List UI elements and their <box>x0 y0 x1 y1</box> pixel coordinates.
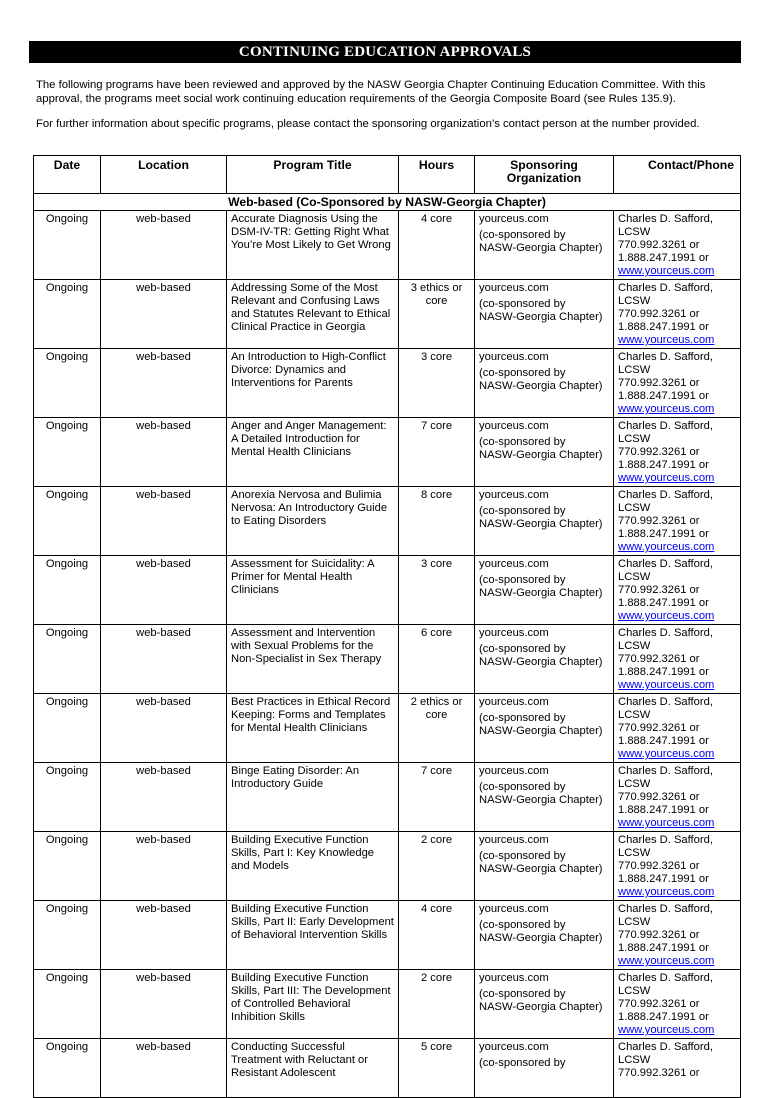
cell-sponsoring-organization <box>475 901 614 970</box>
contact-phone: 1.888.247.1991 or <box>618 390 709 402</box>
sponsor-line: (co-sponsored by <box>479 505 566 517</box>
sponsor-line: (co-sponsored by <box>479 367 566 379</box>
sponsor-line: (co-sponsored by <box>479 988 566 1000</box>
contact-phone: 770.992.3261 or <box>618 998 700 1010</box>
sponsor-line: (co-sponsored by <box>479 574 566 586</box>
sponsor-line: yourceus.com <box>479 558 549 570</box>
sponsor-line: NASW-Georgia Chapter) <box>479 449 603 461</box>
website-link[interactable]: www.yourceus.com <box>618 748 715 760</box>
contact-phone: 1.888.247.1991 or <box>618 735 709 747</box>
contact-phone: 770.992.3261 or <box>618 584 700 596</box>
sponsor-line: yourceus.com <box>479 489 549 501</box>
cell-sponsoring-organization <box>475 763 614 832</box>
contact-name: Charles D. Safford, LCSW <box>618 420 713 445</box>
sponsor-line: NASW-Georgia Chapter) <box>479 863 603 875</box>
cell-contact-phone <box>614 763 741 832</box>
contact-name: Charles D. Safford, LCSW <box>618 489 713 514</box>
contact-name: Charles D. Safford, LCSW <box>618 696 713 721</box>
contact-name: Charles D. Safford, LCSW <box>618 1041 713 1066</box>
header-sponsoring-organization <box>475 156 614 194</box>
sponsor-line: yourceus.com <box>479 1041 549 1053</box>
cell-sponsoring-organization <box>475 487 614 556</box>
cell-contact-phone <box>614 487 741 556</box>
section-title: Web-based (Co-Sponsored by NASW-Georgia Chapter) <box>34 194 741 211</box>
header-sponsor-line1: Sponsoring <box>510 158 578 172</box>
cell-location: web-based <box>101 487 227 556</box>
sponsor-line: (co-sponsored by <box>479 712 566 724</box>
cell-date: Ongoing <box>34 280 101 349</box>
contact-phone: 770.992.3261 or <box>618 653 700 665</box>
cell-contact-phone <box>614 694 741 763</box>
cell-location: web-based <box>101 211 227 280</box>
sponsor-line: (co-sponsored by <box>479 1057 566 1069</box>
contact-name: Charles D. Safford, LCSW <box>618 213 713 238</box>
contact-name: Charles D. Safford, LCSW <box>618 558 713 583</box>
cell-location: web-based <box>101 1039 227 1098</box>
header-program-title: Program Title <box>227 156 399 194</box>
table-row <box>34 211 741 280</box>
cell-date: Ongoing <box>34 556 101 625</box>
website-link[interactable]: www.yourceus.com <box>618 472 715 484</box>
contact-name: Charles D. Safford, LCSW <box>618 351 713 376</box>
table-row <box>34 1039 741 1098</box>
cell-date: Ongoing <box>34 970 101 1039</box>
cell-program-title: An Introduction to High-Conflict Divorce: Dynamics and Interventions for Parents <box>227 349 399 418</box>
contact-phone: 1.888.247.1991 or <box>618 321 709 333</box>
website-link[interactable]: www.yourceus.com <box>618 1024 715 1036</box>
cell-sponsoring-organization <box>475 280 614 349</box>
sponsor-line: NASW-Georgia Chapter) <box>479 1001 603 1013</box>
sponsor-line: yourceus.com <box>479 213 549 225</box>
cell-hours: 3 core <box>399 349 475 418</box>
table-row <box>34 625 741 694</box>
contact-phone: 1.888.247.1991 or <box>618 1011 709 1023</box>
sponsor-line: NASW-Georgia Chapter) <box>479 725 603 737</box>
contact-name: Charles D. Safford, LCSW <box>618 627 713 652</box>
contact-phone: 1.888.247.1991 or <box>618 252 709 264</box>
contact-phone: 1.888.247.1991 or <box>618 942 709 954</box>
cell-location: web-based <box>101 832 227 901</box>
cell-program-title: Addressing Some of the Most Relevant and Confusing Laws and Statutes Relevant to Ethical Clinical Practice in Georgia <box>227 280 399 349</box>
table-row <box>34 694 741 763</box>
sponsor-line: yourceus.com <box>479 903 549 915</box>
cell-date: Ongoing <box>34 763 101 832</box>
cell-program-title: Assessment for Suicidality: A Primer for Mental Health Clinicians <box>227 556 399 625</box>
cell-hours: 7 core <box>399 763 475 832</box>
contact-name: Charles D. Safford, LCSW <box>618 282 713 307</box>
cell-location: web-based <box>101 625 227 694</box>
document-title: CONTINUING EDUCATION APPROVALS <box>29 41 741 63</box>
contact-phone: 1.888.247.1991 or <box>618 873 709 885</box>
website-link[interactable]: www.yourceus.com <box>618 265 715 277</box>
contact-phone: 770.992.3261 or <box>618 377 700 389</box>
cell-contact-phone <box>614 970 741 1039</box>
sponsor-line: yourceus.com <box>479 972 549 984</box>
contact-phone: 1.888.247.1991 or <box>618 528 709 540</box>
sponsor-line: NASW-Georgia Chapter) <box>479 587 603 599</box>
sponsor-line: NASW-Georgia Chapter) <box>479 311 603 323</box>
contact-phone: 770.992.3261 or <box>618 791 700 803</box>
website-link[interactable]: www.yourceus.com <box>618 541 715 553</box>
contact-phone: 770.992.3261 or <box>618 929 700 941</box>
cell-program-title: Best Practices in Ethical Record Keeping: Forms and Templates for Mental Health Clinicians <box>227 694 399 763</box>
sponsor-line: (co-sponsored by <box>479 781 566 793</box>
sponsor-line: yourceus.com <box>479 696 549 708</box>
website-link[interactable]: www.yourceus.com <box>618 955 715 967</box>
website-link[interactable]: www.yourceus.com <box>618 610 715 622</box>
cell-hours: 2 core <box>399 832 475 901</box>
table-row <box>34 556 741 625</box>
cell-hours: 4 core <box>399 211 475 280</box>
cell-date: Ongoing <box>34 349 101 418</box>
sponsor-line: NASW-Georgia Chapter) <box>479 932 603 944</box>
sponsor-line: (co-sponsored by <box>479 919 566 931</box>
cell-location: web-based <box>101 556 227 625</box>
cell-location: web-based <box>101 970 227 1039</box>
website-link[interactable]: www.yourceus.com <box>618 817 715 829</box>
cell-sponsoring-organization <box>475 625 614 694</box>
sponsor-line: (co-sponsored by <box>479 298 566 310</box>
contact-phone: 770.992.3261 or <box>618 722 700 734</box>
sponsor-line: NASW-Georgia Chapter) <box>479 242 603 254</box>
cell-contact-phone <box>614 280 741 349</box>
cell-contact-phone <box>614 832 741 901</box>
cell-sponsoring-organization <box>475 970 614 1039</box>
contact-phone: 1.888.247.1991 or <box>618 666 709 678</box>
cell-hours: 2 ethics or core <box>399 694 475 763</box>
contact-phone: 770.992.3261 or <box>618 1067 700 1079</box>
sponsor-line: NASW-Georgia Chapter) <box>479 794 603 806</box>
sponsor-line: (co-sponsored by <box>479 229 566 241</box>
cell-date: Ongoing <box>34 832 101 901</box>
cell-sponsoring-organization <box>475 349 614 418</box>
cell-sponsoring-organization <box>475 556 614 625</box>
cell-contact-phone <box>614 418 741 487</box>
cell-date: Ongoing <box>34 1039 101 1098</box>
cell-program-title: Anger and Anger Management: A Detailed Introduction for Mental Health Clinicians <box>227 418 399 487</box>
cell-hours: 4 core <box>399 901 475 970</box>
cell-date: Ongoing <box>34 211 101 280</box>
contact-name: Charles D. Safford, LCSW <box>618 972 713 997</box>
cell-contact-phone <box>614 556 741 625</box>
cell-hours: 7 core <box>399 418 475 487</box>
header-contact-phone: Contact/Phone <box>614 156 741 194</box>
contact-phone: 1.888.247.1991 or <box>618 459 709 471</box>
sponsor-line: yourceus.com <box>479 834 549 846</box>
cell-sponsoring-organization <box>475 418 614 487</box>
cell-hours: 6 core <box>399 625 475 694</box>
table-row <box>34 349 741 418</box>
cell-contact-phone <box>614 625 741 694</box>
header-location: Location <box>101 156 227 194</box>
table-row <box>34 970 741 1039</box>
cell-location: web-based <box>101 418 227 487</box>
sponsor-line: yourceus.com <box>479 420 549 432</box>
cell-date: Ongoing <box>34 694 101 763</box>
cell-location: web-based <box>101 694 227 763</box>
website-link[interactable]: www.yourceus.com <box>618 886 715 898</box>
table-row <box>34 418 741 487</box>
cell-sponsoring-organization <box>475 832 614 901</box>
approvals-table <box>33 155 741 1098</box>
cell-program-title: Binge Eating Disorder: An Introductory Guide <box>227 763 399 832</box>
cell-hours: 5 core <box>399 1039 475 1098</box>
cell-program-title: Anorexia Nervosa and Bulimia Nervosa: An Introductory Guide to Eating Disorders <box>227 487 399 556</box>
table-row <box>34 763 741 832</box>
website-link[interactable]: www.yourceus.com <box>618 403 715 415</box>
cell-program-title: Assessment and Intervention with Sexual Problems for the Non-Specialist in Sex Therapy <box>227 625 399 694</box>
intro-text <box>36 78 736 142</box>
table-row <box>34 901 741 970</box>
website-link[interactable]: www.yourceus.com <box>618 334 715 346</box>
table-row <box>34 832 741 901</box>
section-header-row <box>34 194 741 211</box>
table-row <box>34 280 741 349</box>
cell-program-title: Accurate Diagnosis Using the DSM-IV-TR: Getting Right What You’re Most Likely to Get Wrong <box>227 211 399 280</box>
header-date: Date <box>34 156 101 194</box>
cell-hours: 2 core <box>399 970 475 1039</box>
cell-location: web-based <box>101 763 227 832</box>
cell-location: web-based <box>101 280 227 349</box>
sponsor-line: NASW-Georgia Chapter) <box>479 380 603 392</box>
sponsor-line: (co-sponsored by <box>479 436 566 448</box>
cell-contact-phone <box>614 211 741 280</box>
cell-program-title: Building Executive Function Skills, Part III: The Development of Controlled Behavioral Inhibition Skills <box>227 970 399 1039</box>
contact-name: Charles D. Safford, LCSW <box>618 903 713 928</box>
contact-name: Charles D. Safford, LCSW <box>618 765 713 790</box>
contact-phone: 770.992.3261 or <box>618 446 700 458</box>
cell-hours: 8 core <box>399 487 475 556</box>
sponsor-line: yourceus.com <box>479 351 549 363</box>
intro-paragraph: For further information about specific programs, please contact the sponsoring organization’s contact person at the number provided. <box>36 118 700 130</box>
contact-phone: 770.992.3261 or <box>618 308 700 320</box>
sponsor-line: NASW-Georgia Chapter) <box>479 656 603 668</box>
website-link[interactable]: www.yourceus.com <box>618 679 715 691</box>
cell-date: Ongoing <box>34 487 101 556</box>
table-header-row <box>34 156 741 194</box>
cell-sponsoring-organization <box>475 694 614 763</box>
contact-phone: 1.888.247.1991 or <box>618 804 709 816</box>
sponsor-line: (co-sponsored by <box>479 850 566 862</box>
cell-date: Ongoing <box>34 418 101 487</box>
cell-sponsoring-organization <box>475 1039 614 1098</box>
sponsor-line: yourceus.com <box>479 765 549 777</box>
cell-program-title: Building Executive Function Skills, Part I: Key Knowledge and Models <box>227 832 399 901</box>
header-hours: Hours <box>399 156 475 194</box>
intro-paragraph: The following programs have been reviewed and approved by the NASW Georgia Chapter Continuing Education Committee. With this approval, the programs meet social work continuing education requirements of the Georgia Composite Board (see Rules 135.9). <box>36 79 706 105</box>
table-row <box>34 487 741 556</box>
contact-phone: 770.992.3261 or <box>618 860 700 872</box>
cell-program-title: Conducting Successful Treatment with Reluctant or Resistant Adolescent <box>227 1039 399 1098</box>
cell-contact-phone <box>614 349 741 418</box>
cell-contact-phone <box>614 901 741 970</box>
contact-phone: 1.888.247.1991 or <box>618 597 709 609</box>
sponsor-line: NASW-Georgia Chapter) <box>479 518 603 530</box>
cell-hours: 3 ethics or core <box>399 280 475 349</box>
cell-location: web-based <box>101 901 227 970</box>
cell-contact-phone <box>614 1039 741 1098</box>
cell-sponsoring-organization <box>475 211 614 280</box>
contact-phone: 770.992.3261 or <box>618 515 700 527</box>
header-sponsor-line2: Organization <box>506 171 582 185</box>
sponsor-line: yourceus.com <box>479 282 549 294</box>
contact-phone: 770.992.3261 or <box>618 239 700 251</box>
sponsor-line: yourceus.com <box>479 627 549 639</box>
sponsor-line: (co-sponsored by <box>479 643 566 655</box>
cell-program-title: Building Executive Function Skills, Part II: Early Development of Behavioral Intervention Skills <box>227 901 399 970</box>
cell-date: Ongoing <box>34 901 101 970</box>
contact-name: Charles D. Safford, LCSW <box>618 834 713 859</box>
cell-location: web-based <box>101 349 227 418</box>
cell-date: Ongoing <box>34 625 101 694</box>
cell-hours: 3 core <box>399 556 475 625</box>
